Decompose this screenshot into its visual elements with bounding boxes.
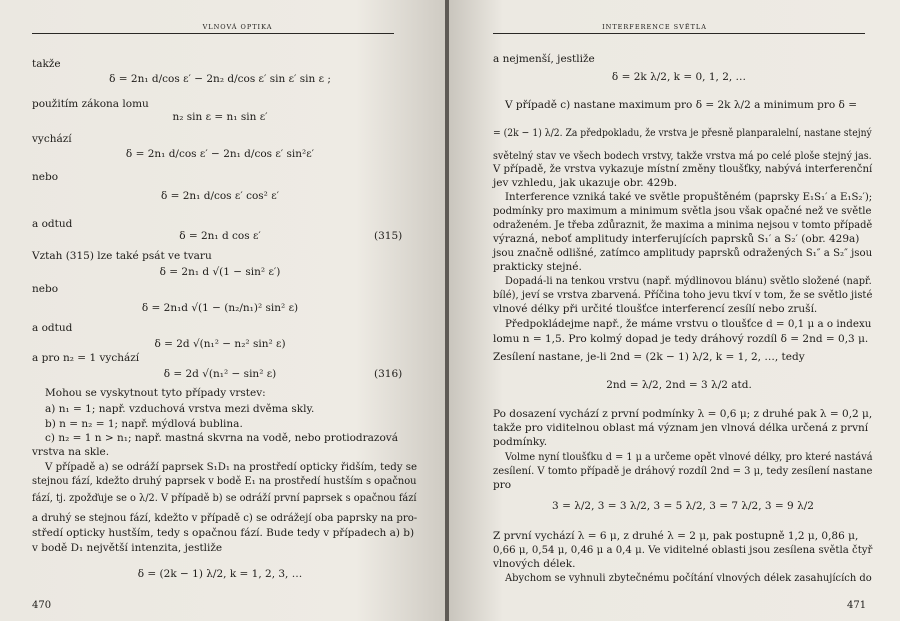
text-line: Volme nyní tloušťku d = 1 μ a určeme opět vlnové délky, pro které nastává (505, 451, 873, 463)
text-line: podmínky. (493, 436, 548, 448)
text-line: Zesílení nastane, je-li 2nd = (2k − 1) λ/2, k = 1, 2, …, tedy (493, 351, 805, 363)
text-line: výrazná, neboť amplitudy interferujících paprsků S₁′ a S₂′ (obr. 429a) (493, 233, 860, 245)
text-line: V případě c) nastane maximum pro δ = 2k λ/2 a minimum pro δ = (505, 99, 857, 111)
text-line: a odtud (32, 322, 73, 334)
text-line: bílé), jeví se vrstva zbarvená. Příčina toho jevu tkví v tom, že se světlo jisté (493, 289, 873, 301)
equation-number: (316) (374, 368, 403, 380)
text-line: jev vzhledu, jak ukazuje obr. 429b. (493, 177, 678, 189)
text-line: a nejmenší, jestliže (493, 53, 595, 65)
text-line: Po dosazení vychází z první podmínky λ = 0,6 μ; z druhé pak λ = 0,2 μ, (493, 408, 873, 420)
text-line: středí opticky hustším, tedy s opačnou fází. Bude tedy v případech a) b) (32, 527, 415, 539)
text-line: zesílení. V tomto případě je dráhový rozdíl 2nd = 3 μ, tedy zesílení nastane (493, 465, 873, 477)
text-line: takže (32, 58, 61, 70)
text-line: Předpokládejme např., že máme vrstvu o tloušťce d = 0,1 μ a o indexu (505, 318, 872, 330)
equation: n₂ sin ε = n₁ sin ε′ (172, 111, 268, 123)
text-line: světelný stav ve všech bodech vrstvy, takže vrstva má po celé ploše stejný jas. (493, 150, 872, 162)
text-line: 0,66 μ, 0,54 μ, 0,46 μ a 0,4 μ. Ve viditelné oblasti jsou zesílena světla čtyř (493, 544, 873, 556)
text-line: a pro n₂ = 1 vychází (32, 352, 140, 364)
text-line: vychází (32, 133, 72, 145)
text-line: prakticky stejné. (493, 261, 582, 273)
text-line: lomu n = 1,5. Pro kolmý dopad je tedy dráhový rozdíl δ = 2nd = 0,3 μ. (493, 333, 869, 345)
equation: δ = 2n₁ d √(1 − sin² ε′) (159, 266, 281, 278)
text-line: c) n₂ = 1 n > n₁; např. mastná skvrna na vodě, nebo protiodrazová (45, 432, 398, 444)
equation: 3 = λ/2, 3 = 3 λ/2, 3 = 5 λ/2, 3 = 7 λ/2, 3 = 9 λ/2 (552, 500, 814, 512)
right-page (449, 0, 900, 621)
equation: δ = 2n₁ d/cos ε′ cos² ε′ (160, 190, 280, 202)
text-line: a odtud (32, 218, 73, 230)
equation: 2nd = λ/2, 2nd = 3 λ/2 atd. (606, 379, 752, 391)
text-line: b) n = n₂ = 1; např. mýdlová bublina. (45, 418, 243, 430)
text-line: pro (493, 479, 512, 491)
equation: δ = 2k λ/2, k = 0, 1, 2, … (611, 71, 747, 83)
equation: δ = 2d √(n₁² − sin² ε) (163, 368, 277, 380)
text-line: nebo (32, 171, 59, 183)
page-number: 470 (32, 600, 52, 611)
text-line: takže pro viditelnou oblast má význam jen vlnová délka určená z první (493, 422, 869, 434)
equation: δ = 2n₁d √(1 − (n₂/n₁)² sin² ε) (141, 302, 299, 314)
running-head: VLNOVÁ OPTIKA (202, 23, 273, 31)
text-line: Vztah (315) lze také psát ve tvaru (32, 250, 212, 262)
running-head: INTERFERENCE SVĚTLA (602, 23, 707, 31)
text-line: V případě a) se odráží paprsek S₁D₁ na prostředí opticky řidším, tedy se (45, 461, 418, 473)
text-line: stejnou fází, kdežto druhý paprsek v bodě E₁ na prostředí hustším s opačnou (32, 475, 417, 487)
text-line: podmínky pro maximum a minimum světla jsou však opačné než ve světle (493, 205, 872, 217)
text-line: Z první vychází λ = 6 μ, z druhé λ = 2 μ, pak postupně 1,2 μ, 0,86 μ, (493, 530, 859, 542)
text-line: Abychom se vyhnuli zbytečnému počítání vlnových délek zasahujících do (505, 572, 872, 584)
text-line: V případě, že vrstva vykazuje místní změny tloušťky, nabývá interferenční (493, 163, 873, 175)
text-line: vlnové délky při určité tloušťce interferencí zesílí nebo zruší. (493, 303, 818, 315)
header-rule (32, 33, 394, 34)
text-line: a druhý se stejnou fází, kdežto v případě c) se odrážejí oba paprsky na pro- (32, 512, 418, 524)
text-line: vrstva na skle. (32, 446, 110, 458)
text-line: použitím zákona lomu (32, 98, 149, 110)
text-line: Mohou se vyskytnout tyto případy vrstev: (45, 387, 266, 399)
text-line: a) n₁ = 1; např. vzduchová vrstva mezi dvěma skly. (45, 403, 315, 415)
equation: δ = 2d √(n₁² − n₂² sin² ε) (154, 338, 286, 350)
text-line: Dopadá-li na tenkou vrstvu (např. mýdlinovou blánu) světlo složené (např. (505, 275, 872, 287)
page-number: 471 (847, 600, 867, 611)
left-page (0, 0, 445, 621)
equation: δ = 2n₁ d cos ε′ (179, 230, 261, 242)
text-line: v bodě D₁ největší intenzita, jestliže (32, 542, 223, 554)
text-line: jsou značně odlišné, zatímco amplitudy paprsků odražených S₁″ a S₂″ jsou (493, 247, 873, 259)
text-line: vlnových délek. (493, 558, 576, 570)
equation: δ = (2k − 1) λ/2, k = 1, 2, 3, … (137, 568, 303, 580)
text-line: = (2k − 1) λ/2. Za předpokladu, že vrstva je přesně planparalelní, nastane stejný (493, 127, 872, 139)
equation: δ = 2n₁ d/cos ε′ − 2n₂ d/cos ε′ sin ε′ sin ε ; (109, 73, 331, 85)
text-line: fází, tj. zpožďuje se o λ/2. V případě b) se odráží první paprsek s opačnou fází (32, 492, 417, 504)
equation: δ = 2n₁ d/cos ε′ − 2n₁ d/cos ε′ sin²ε′ (125, 148, 315, 160)
equation-number: (315) (374, 230, 403, 242)
text-line: odraženém. Je třeba zdůraznit, že maxima a minima nejsou v tomto případě (493, 219, 873, 231)
text-line: nebo (32, 283, 59, 295)
text-line: Interference vzniká také ve světle propuštěném (paprsky E₁S₁′ a E₁S₂′); (505, 191, 873, 203)
header-rule (493, 33, 865, 34)
